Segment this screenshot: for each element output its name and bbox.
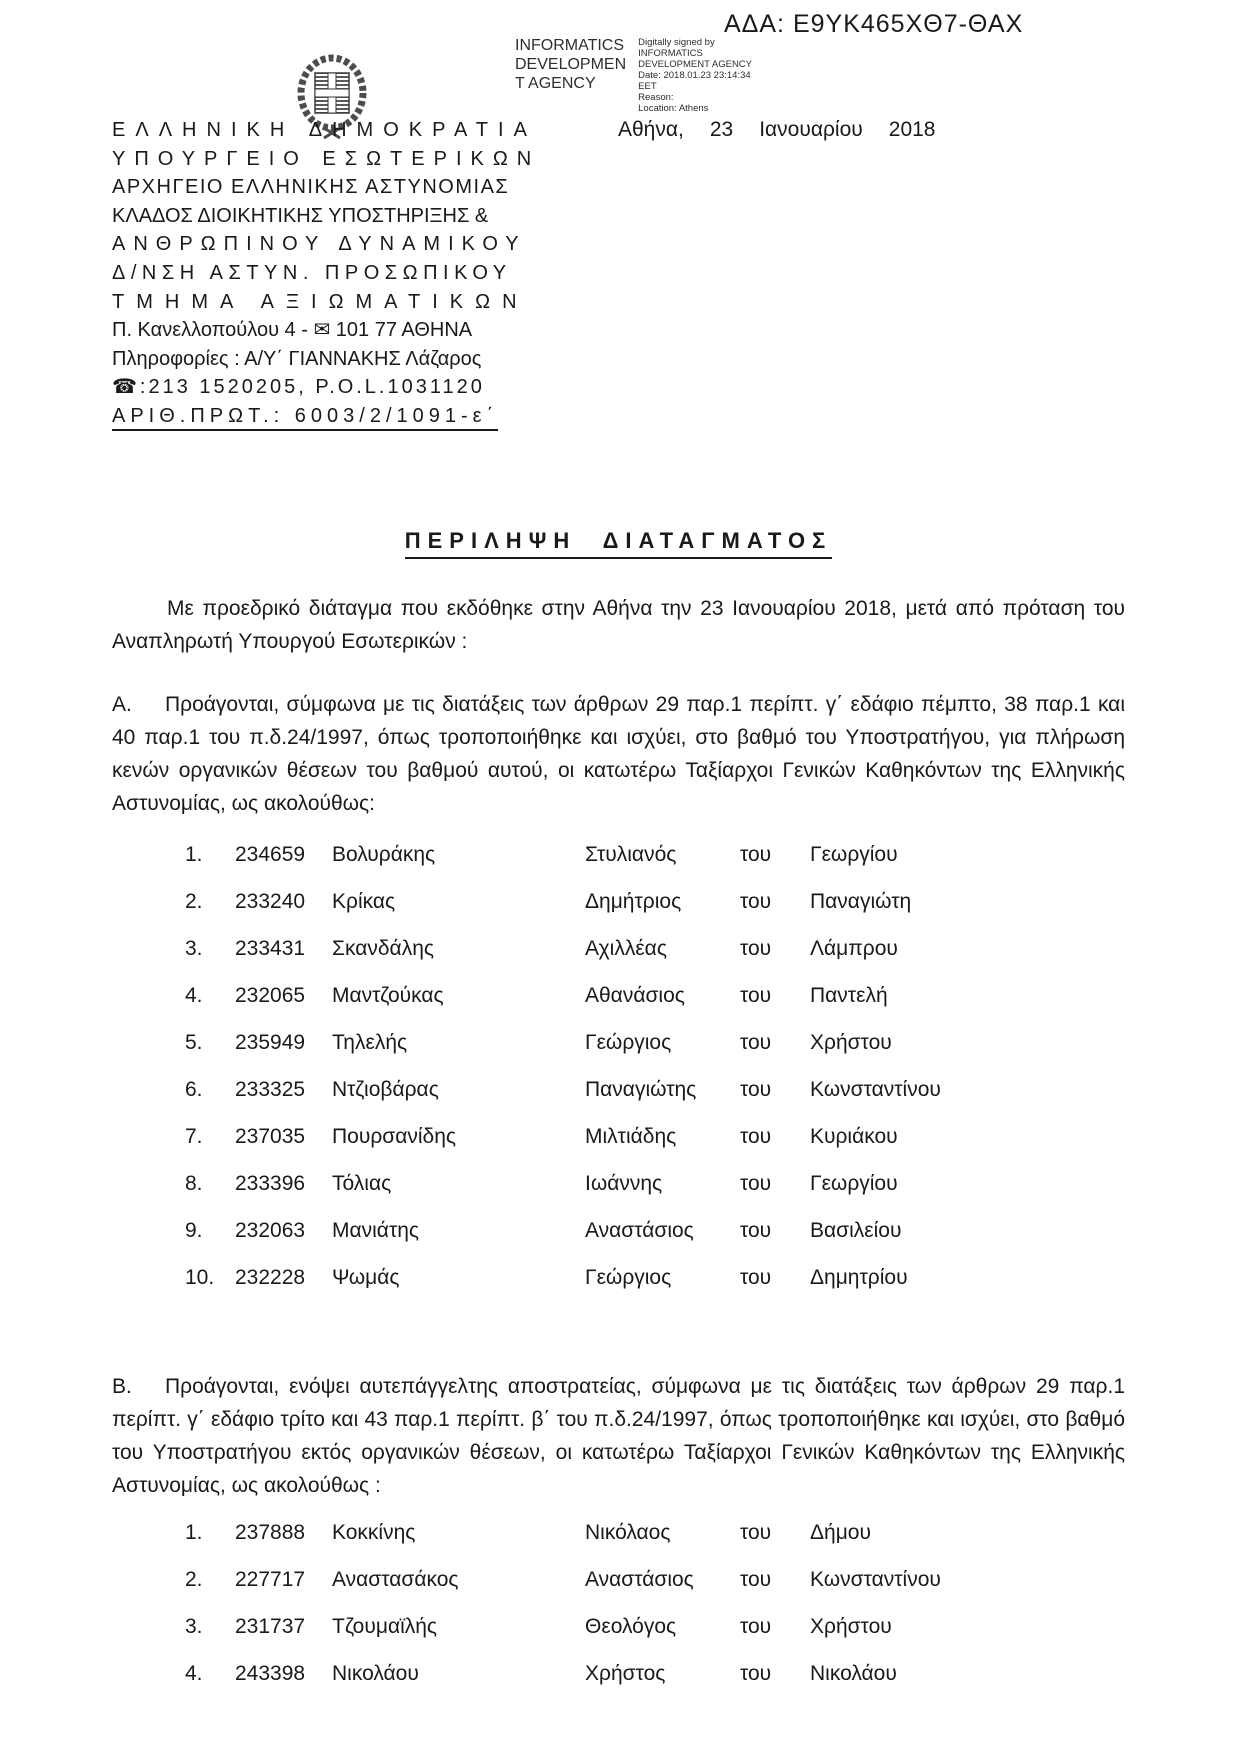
signature-detail-line: INFORMATICS	[638, 48, 703, 59]
promotion-row	[185, 1516, 1125, 1549]
promotion-row	[185, 1214, 1125, 1247]
authority-line: ΥΠΟΥΡΓΕΙΟ ΕΣΩΤΕΡΙΚΩΝ	[112, 147, 541, 170]
surname: Κοκκίνης	[332, 1521, 416, 1544]
father-name: Κυριάκου	[810, 1125, 898, 1148]
surname: Μαντζούκας	[332, 984, 444, 1007]
ada-code: ΑΔΑ: Ε9ΥΚ465ΧΘ7-ΘΑΧ	[724, 10, 1024, 38]
issue-year: 2018	[888, 118, 936, 141]
first-name: Χρήστος	[585, 1662, 666, 1685]
patronymic-conjunction: του	[740, 1662, 772, 1685]
patronymic-conjunction: του	[740, 984, 772, 1007]
surname: Βολυράκης	[332, 843, 436, 866]
row-number: 3.	[185, 937, 203, 960]
registry-number: 243398	[235, 1662, 306, 1685]
document-header	[112, 0, 1125, 472]
patronymic-conjunction: του	[740, 1568, 772, 1591]
patronymic-conjunction: του	[740, 1615, 772, 1638]
promotion-row	[185, 838, 1125, 871]
authority-line: ΑΡΧΗΓΕΙΟ ΕΛΛΗΝΙΚΗΣ ΑΣΤΥΝΟΜΙΑΣ	[112, 176, 510, 199]
first-name: Νικόλαος	[585, 1521, 671, 1544]
authority-line: ΕΛΛΗΝΙΚΗ ΔΗΜΟΚΡΑΤΙΑ	[112, 119, 537, 141]
row-number: 3.	[185, 1615, 203, 1638]
section-a-label: Α.	[112, 693, 132, 716]
father-name: Νικολάου	[810, 1662, 897, 1685]
father-name: Λάμπρου	[810, 937, 898, 960]
surname: Αναστασάκος	[332, 1568, 459, 1591]
signer-name-line: DEVELOPMEN	[515, 56, 627, 73]
promotion-row	[185, 932, 1125, 965]
registry-number: 233240	[235, 890, 306, 913]
phone-line: ☎:213 1520205, P.O.L.1031120	[112, 376, 485, 399]
authority-line: Δ/ΝΣΗ ΑΣΤΥΝ. ΠΡΟΣΩΠΙΚΟΥ	[112, 261, 512, 284]
promotion-list-b	[185, 1516, 1125, 1690]
patronymic-conjunction: του	[740, 937, 772, 960]
first-name: Θεολόγος	[585, 1615, 677, 1638]
row-number: 5.	[185, 1031, 203, 1054]
issue-city: Αθήνα,	[618, 118, 684, 141]
document-title	[112, 528, 1125, 554]
registry-number: 235949	[235, 1031, 306, 1054]
section-b-label: Β.	[112, 1375, 132, 1398]
patronymic-conjunction: του	[740, 890, 772, 913]
registry-number: 231737	[235, 1615, 306, 1638]
patronymic-conjunction: του	[740, 1219, 772, 1242]
patronymic-conjunction: του	[740, 1521, 772, 1544]
section-b-text: Προάγονται, ενόψει αυτεπάγγελτης αποστρατείας, σύμφωνα με τις διατάξεις των άρθρων 29 παρ.1 περίπτ. γ΄ εδάφιο τρίτο και 43 παρ.1 περίπτ. β΄ του π.δ.24/1997, όπως τροποποιήθηκε και ισχύει, στο βαθμό του Υποστρατήγου εκτός οργανικών θέσεων, οι κατωτέρω Ταξίαρχοι Γενικών Καθηκόντων της Ελληνικής Αστυνομίας, ως ακολούθως :	[112, 1375, 1125, 1497]
first-name: Στυλιανός	[585, 843, 677, 866]
registry-number: 237035	[235, 1125, 306, 1148]
father-name: Δήμου	[810, 1521, 871, 1544]
protocol-number-line	[112, 402, 562, 431]
promotion-list-a	[185, 838, 1125, 1294]
authority-line: ΤΜΗΜΑ ΑΞΙΩΜΑΤΙΚΩΝ	[112, 290, 529, 313]
row-number: 2.	[185, 890, 203, 913]
signature-signer-name	[515, 36, 626, 114]
intro-paragraph: Με προεδρικό διάταγμα που εκδόθηκε στην Αθήνα την 23 Ιανουαρίου 2018, μετά από πρόταση του Αναπληρωτή Υπουργού Εσωτερικών :	[112, 597, 1125, 653]
promotion-row	[185, 1120, 1125, 1153]
issue-month: Ιανουαρίου	[759, 118, 863, 141]
first-name: Αχιλλέας	[585, 937, 667, 960]
row-number: 6.	[185, 1078, 203, 1101]
registry-number: 234659	[235, 843, 306, 866]
registry-number: 232065	[235, 984, 306, 1007]
father-name: Γεωργίου	[810, 1172, 898, 1195]
registry-number: 237888	[235, 1521, 306, 1544]
signer-name-line: INFORMATICS	[515, 37, 625, 54]
section-a-text: Προάγονται, σύμφωνα με τις διατάξεις των άρθρων 29 παρ.1 περίπτ. γ΄ εδάφιο πέμπτο, 38 παρ.1 και 40 παρ.1 του π.δ.24/1997, όπως τροποποιήθηκε και ισχύει, στο βαθμό του Υποστρατήγου, για πλήρωση κενών οργανικών θέσεων του βαθμού αυτού, οι κατωτέρω Ταξίαρχοι Γενικών Καθηκόντων της Ελληνικής Αστυνομίας, ως ακολούθως:	[112, 693, 1125, 815]
signature-detail-line: DEVELOPMENT AGENCY	[638, 59, 752, 70]
registry-number: 233396	[235, 1172, 306, 1195]
first-name: Μιλτιάδης	[585, 1125, 677, 1148]
first-name: Αθανάσιος	[585, 984, 685, 1007]
registry-number: 233431	[235, 937, 306, 960]
authority-line: ΚΛΑΔΟΣ ΔΙΟΙΚΗΤΙΚΗΣ ΥΠΟΣΤΗΡΙΞΗΣ &	[112, 204, 489, 227]
row-number: 4.	[185, 984, 203, 1007]
first-name: Δημήτριος	[585, 890, 682, 913]
row-number: 1.	[185, 1521, 203, 1544]
promotion-row	[185, 1167, 1125, 1200]
father-name: Κωνσταντίνου	[810, 1568, 941, 1591]
father-name: Χρήστου	[810, 1031, 892, 1054]
document-title-text: ΠΕΡΙΛΗΨΗ ΔΙΑΤΑΓΜΑΤΟΣ	[405, 528, 833, 559]
registry-number: 232063	[235, 1219, 306, 1242]
first-name: Γεώργιος	[585, 1266, 672, 1289]
digital-signature-block	[515, 36, 752, 114]
promotion-row	[185, 1073, 1125, 1106]
section-b-paragraph	[112, 1370, 1125, 1502]
promotion-row	[185, 1610, 1125, 1643]
surname: Τζουμαϊλής	[332, 1615, 438, 1638]
surname: Ντζιοβάρας	[332, 1078, 439, 1101]
patronymic-conjunction: του	[740, 1078, 772, 1101]
patronymic-conjunction: του	[740, 1125, 772, 1148]
row-number: 2.	[185, 1568, 203, 1591]
signature-detail-line: Location: Athens	[638, 103, 709, 114]
surname: Σκανδάλης	[332, 937, 434, 960]
promotion-row	[185, 979, 1125, 1012]
row-number: 1.	[185, 843, 203, 866]
father-name: Χρήστου	[810, 1615, 892, 1638]
patronymic-conjunction: του	[740, 1031, 772, 1054]
first-name: Ιωάννης	[585, 1172, 663, 1195]
father-name: Βασιλείου	[810, 1219, 902, 1242]
signer-name-line: T AGENCY	[515, 75, 596, 92]
surname: Κρίκας	[332, 890, 396, 913]
father-name: Παναγιώτη	[810, 890, 912, 913]
row-number: 4.	[185, 1662, 203, 1685]
authority-line: ΑΝΘΡΩΠΙΝΟΥ ΔΥΝΑΜΙΚΟΥ	[112, 233, 527, 256]
row-number: 7.	[185, 1125, 203, 1148]
father-name: Γεωργίου	[810, 843, 898, 866]
patronymic-conjunction: του	[740, 843, 772, 866]
row-number: 9.	[185, 1219, 203, 1242]
first-name: Αναστάσιος	[585, 1219, 694, 1242]
patronymic-conjunction: του	[740, 1172, 772, 1195]
signature-detail-line: Date: 2018.01.23 23:14:34	[638, 70, 751, 81]
section-a-paragraph	[112, 688, 1125, 820]
surname: Πουρσανίδης	[332, 1125, 457, 1148]
father-name: Κωνσταντίνου	[810, 1078, 941, 1101]
row-number: 8.	[185, 1172, 203, 1195]
row-number: 10.	[185, 1266, 215, 1289]
issue-day: 23	[709, 118, 734, 141]
surname: Τηλελής	[332, 1031, 408, 1054]
promotion-row	[185, 1026, 1125, 1059]
signature-detail-line: Reason:	[638, 92, 674, 103]
surname: Ψωμάς	[332, 1266, 400, 1289]
signature-details	[638, 36, 752, 114]
issuing-authority-block	[112, 116, 562, 431]
address-line: Π. Κανελλοπούλου 4 - ✉ 101 77 ΑΘΗΝΑ	[112, 319, 473, 342]
signature-detail-line: EET	[638, 81, 657, 92]
registry-number: 232228	[235, 1266, 306, 1289]
surname: Νικολάου	[332, 1662, 419, 1685]
promotion-row	[185, 1261, 1125, 1294]
first-name: Γεώργιος	[585, 1031, 672, 1054]
promotion-row	[185, 1657, 1125, 1690]
promotion-row	[185, 885, 1125, 918]
promotion-row	[185, 1563, 1125, 1596]
signature-detail-line: Digitally signed by	[638, 37, 715, 48]
father-name: Παντελή	[810, 984, 888, 1007]
father-name: Δημητρίου	[810, 1266, 908, 1289]
first-name: Αναστάσιος	[585, 1568, 694, 1591]
registry-number: 233325	[235, 1078, 306, 1101]
registry-number: 227717	[235, 1568, 306, 1591]
issue-date	[618, 118, 935, 142]
protocol-number: ΑΡΙΘ.ΠΡΩΤ.: 6003/2/1091-ε΄	[112, 405, 498, 431]
patronymic-conjunction: του	[740, 1266, 772, 1289]
contact-person-line: Πληροφορίες : Α/Υ΄ ΓΙΑΝΝΑΚΗΣ Λάζαρος	[112, 347, 482, 370]
surname: Τόλιας	[332, 1172, 392, 1195]
surname: Μανιάτης	[332, 1219, 420, 1242]
first-name: Παναγιώτης	[585, 1078, 697, 1101]
